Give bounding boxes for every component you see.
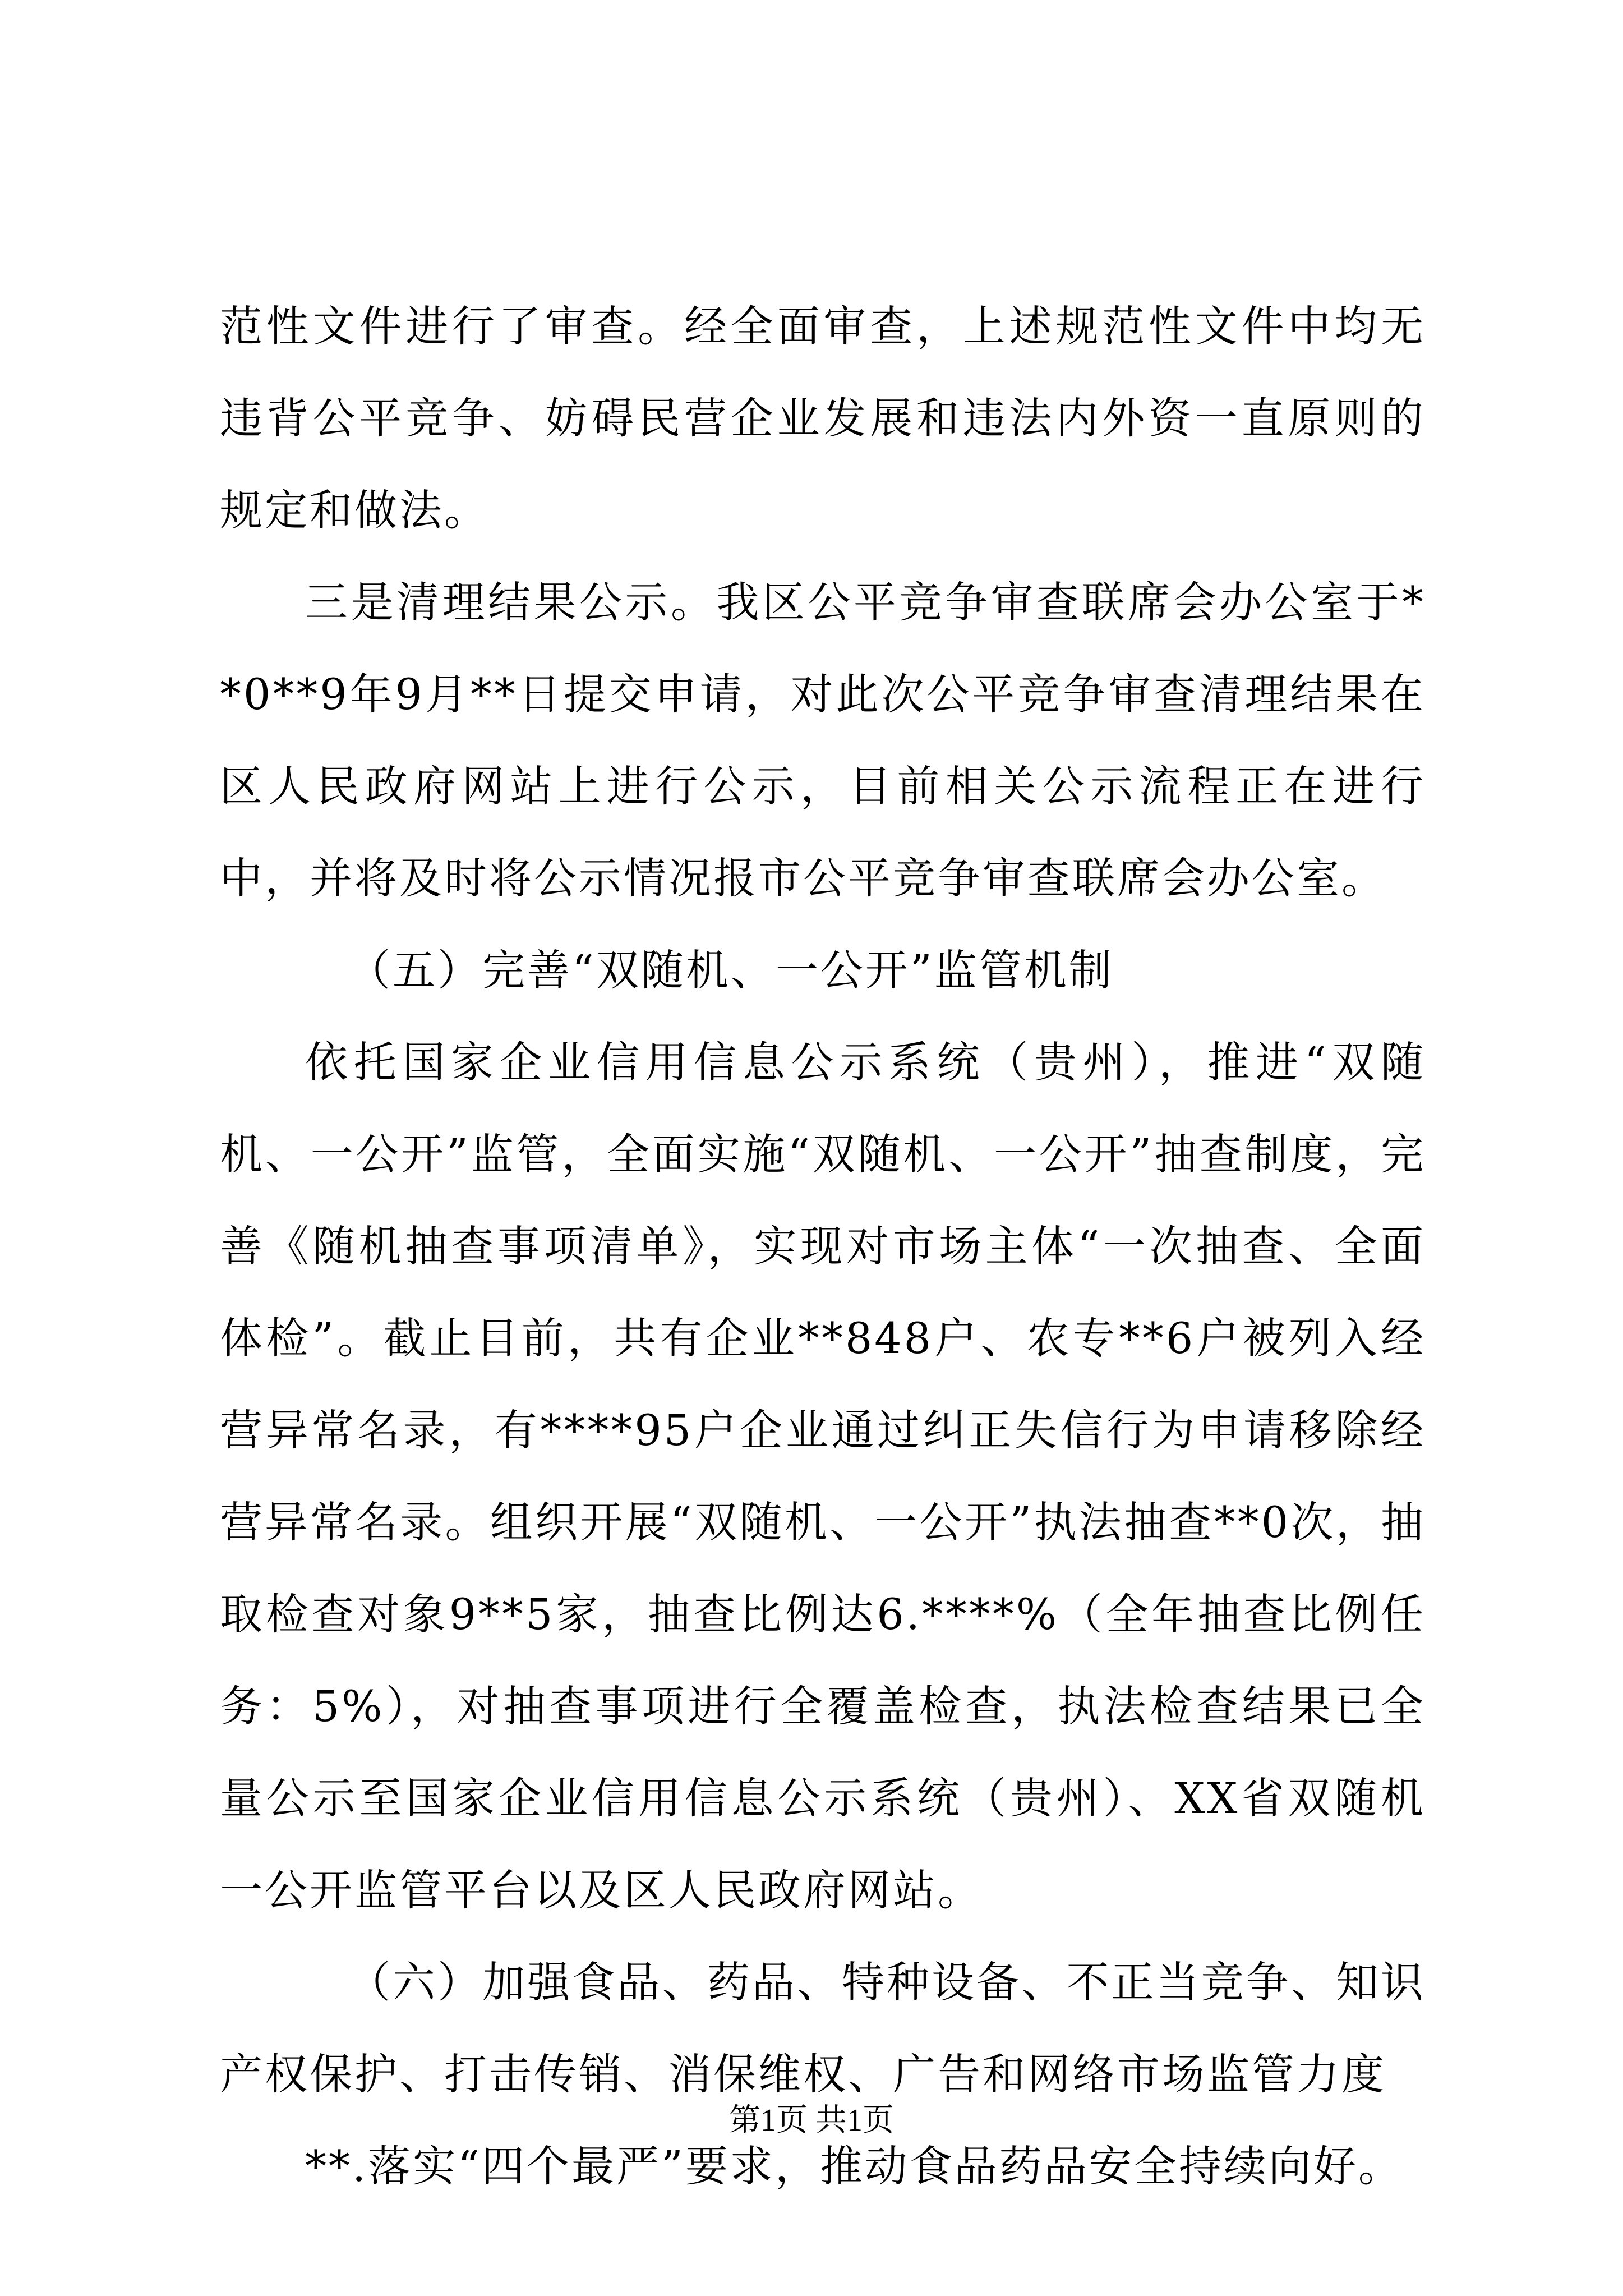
section-heading-five: （五）完善“双随机、一公开”监管机制: [348, 945, 1114, 995]
paragraph-publication-result: 三是清理结果公示。我区公平竞争审查联席会办公室于**0**9年9月**日提交申请，对此次公平竞争审查清理结果在区人民政府网站上进行公示，目前相关公示流程正在进行中，并将及时将公示情况报市公平竞争审查联席会办公室。: [220, 577, 1426, 903]
page-number-footer: 第1页 共1页: [729, 2103, 894, 2138]
paragraph-dual-random-supervision: 依托国家企业信用信息公示系统（贵州），推进“双随机、一公开”监管，全面实施“双随机、一公开”抽查制度，完善《随机抽查事项清单》，实现对市场主体“一次抽查、全面体检”。截止目前，共有企业**848户、农专**6户被列入经营异常名录，有****95户企业通过纠正失信行为申请移除经营异常名录。组织开展“双随机、一公开”执法抽查**0次，抽取检查对象9**5家，抽查比例达6.****%（全年抽查比例任务：5%），对抽查事项进行全覆盖检查，执法检查结果已全量公示至国家企业信用信息公示系统（贵州）、XX省双随机一公开监管平台以及区人民政府网站。: [220, 1037, 1426, 1915]
section-heading-six: （六）加强食品、药品、特种设备、不正当竞争、知识产权保护、打击传销、消保维权、广告和网络市场监管力度: [220, 1957, 1426, 2099]
paragraph-continuation: 范性文件进行了审查。经全面审查，上述规范性文件中均无违背公平竞争、妨碍民营企业发展和违法内外资一直原则的规定和做法。: [220, 301, 1426, 535]
paragraph-food-drug-safety: **.落实“四个最严”要求，推动食品药品安全持续向好。: [305, 2141, 1403, 2191]
document-body: [220, 280, 1426, 2212]
